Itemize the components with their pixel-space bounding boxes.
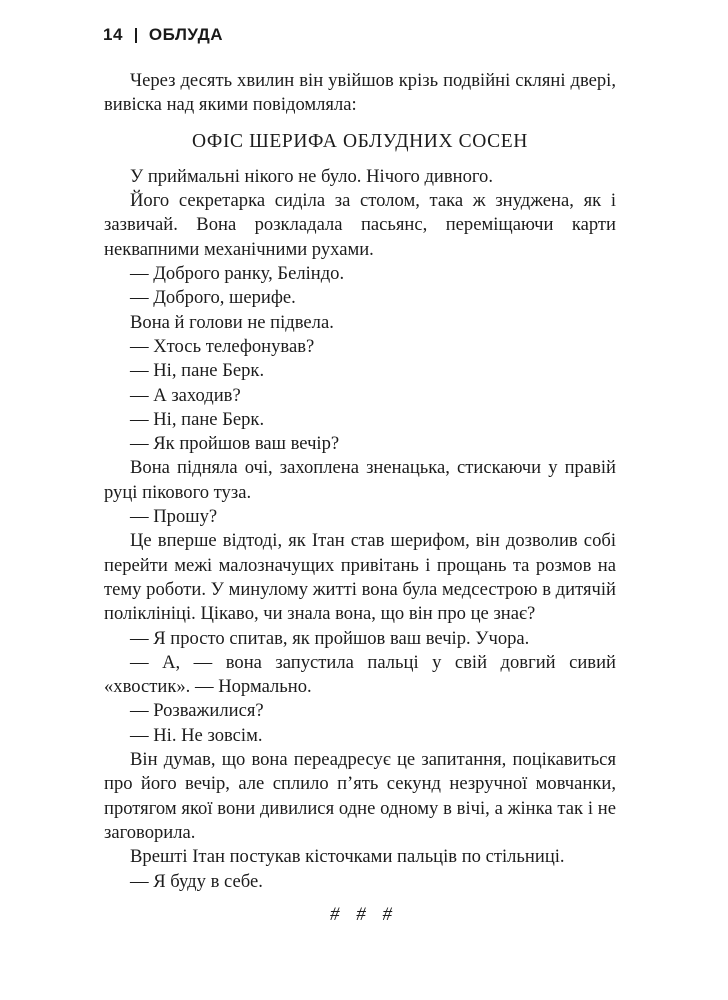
running-head [103, 24, 223, 46]
office-sign: ОФІС ШЕРИФА ОБЛУДНИХ СОСЕН [192, 130, 528, 152]
paragraph: У приймальні нікого не було. Нічого дивного. [130, 165, 494, 187]
paragraph: Через десять хвилин він увійшов крізь подвійні скляні двері, вивіска над якими повідомляла: [104, 70, 616, 116]
paragraph: Це вперше відтоді, як Ітан став шерифом, він дозволив собі перейти межі малозначущих привітань і прощань та розмов на тему роботи. У минулому житті вона була медсестрою в дитячій поліклініці. Цікаво, чи знала вона, що він про це знає? [104, 530, 616, 625]
paragraph: Врешті Ітан постукав кісточками пальців по стільниці. [130, 846, 565, 868]
body-text [104, 69, 616, 894]
dialogue-line: — Я буду в себе. [130, 870, 263, 892]
dialogue-line: — Ні, пане Берк. [130, 360, 265, 382]
header-separator [135, 28, 137, 43]
paragraph: Вона й голови не підвела. [130, 311, 334, 333]
dialogue-line: — Ні, пане Берк. [130, 408, 265, 430]
dialogue-line: — Як пройшов ваш вечір? [130, 433, 340, 455]
dialogue-line: — Доброго ранку, Беліндо. [130, 263, 345, 285]
dialogue-line: — Доброго, шерифе. [130, 287, 296, 309]
dialogue-line: — Ні. Не зовсім. [130, 724, 263, 746]
paragraph: Його секретарка сиділа за столом, така ж знуджена, як і зазвичай. Вона розкладала пасьянс, переміщаючи карти неквапними механічними рухами. [104, 190, 616, 260]
book-title: ОБЛУДА [148, 25, 223, 44]
dialogue-line: — А, — вона запустила пальці у свій довгий сивий «хвостик». — Нормально. [104, 651, 616, 698]
paragraph: Вона підняла очі, захоплена зненацька, стискаючи у правій руці пікового туза. [104, 457, 616, 503]
dialogue-line: — Розважилися? [130, 700, 264, 722]
page-number: 14 [103, 25, 123, 44]
paragraph: Він думав, що вона переадресує це запитання, поцікавиться про його вечір, але сплило п’ять секунд незручної мовчанки, протягом якої вони дивилися одне одному в вічі, а жінка так і не заговорила. [104, 749, 616, 843]
dialogue-line: — Прошу? [130, 506, 218, 528]
dialogue-line: — Я просто спитав, як пройшов ваш вечір. Учора. [130, 627, 530, 649]
dialogue-line: — Хтось телефонував? [130, 335, 315, 357]
dialogue-line: — А заходив? [130, 384, 241, 406]
scene-break: # # # [330, 904, 398, 925]
